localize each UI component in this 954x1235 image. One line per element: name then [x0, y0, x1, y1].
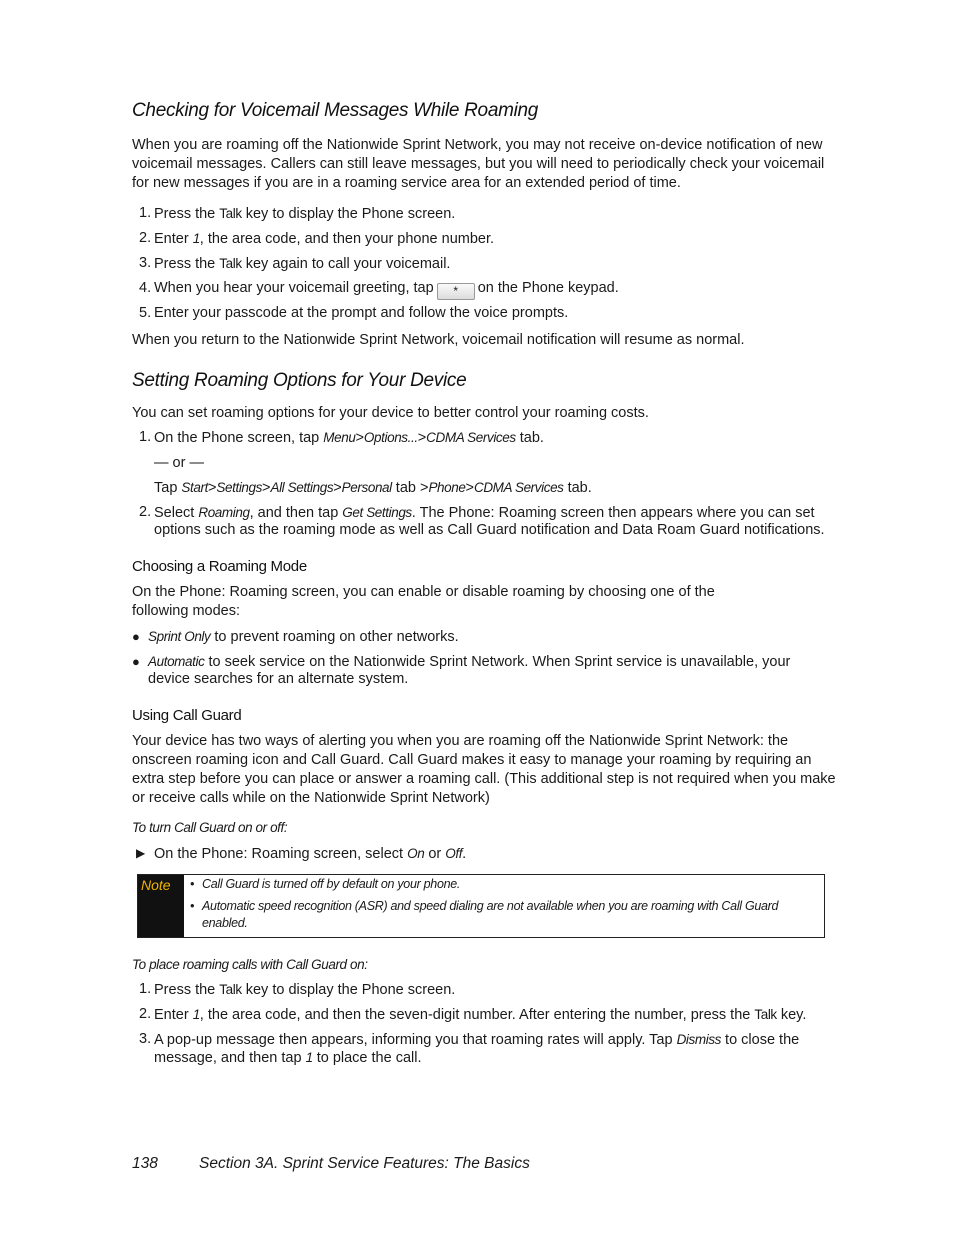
note-label: Note	[138, 875, 184, 937]
paragraph-voicemail-intro: When you are roaming off the Nationwide Sprint Network, you may not receive on-device notification of new voicemail messages. Callers can still leave messages, but you will need to periodically check your voicemail for new messages if you are in a roaming service area for an extended period of time.	[132, 137, 825, 191]
procedure-title: To turn Call Guard on or off:	[132, 820, 288, 835]
heading-roaming-mode: Choosing a Roaming Mode	[132, 558, 307, 575]
paragraph-mode-intro: On the Phone: Roaming screen, you can enable or disable roaming by choosing one of the following modes:	[132, 584, 715, 619]
bullet-icon: ●	[132, 654, 140, 669]
heading-voicemail-roaming: Checking for Voicemail Messages While Roaming	[132, 100, 539, 121]
page-number: 138	[132, 1155, 158, 1172]
procedure-title: To place roaming calls with Call Guard on:	[132, 957, 368, 972]
star-key-icon: *	[437, 283, 475, 300]
note-item: • Automatic speed recognition (ASR) and speed dialing are not available when you are roaming with Call Guard enabled.	[190, 899, 779, 930]
footer-section-title: Section 3A. Sprint Service Features: The Basics	[199, 1155, 530, 1172]
heading-call-guard: Using Call Guard	[132, 707, 242, 724]
note-item: • Call Guard is turned off by default on your phone.	[190, 877, 461, 891]
paragraph-call-guard-intro: Your device has two ways of alerting you when you are roaming off the Nationwide Sprint Network: the onscreen roaming icon and Call Guard. Call Guard makes it easy to manage your roaming by requiring an extra step before you can place or answer a roaming call. (This additional step is not required when you make or receive calls while on the Nationwide Sprint Network)	[132, 733, 836, 806]
arrow-right-icon: ▶	[136, 846, 146, 860]
note-box	[137, 874, 825, 938]
paragraph-voicemail-outro: When you return to the Nationwide Sprint Network, voicemail notification will resume as normal.	[132, 332, 745, 348]
bullet-icon: ●	[132, 629, 140, 644]
heading-roaming-options: Setting Roaming Options for Your Device	[132, 370, 467, 391]
paragraph-roaming-intro: You can set roaming options for your device to better control your roaming costs.	[132, 405, 649, 421]
